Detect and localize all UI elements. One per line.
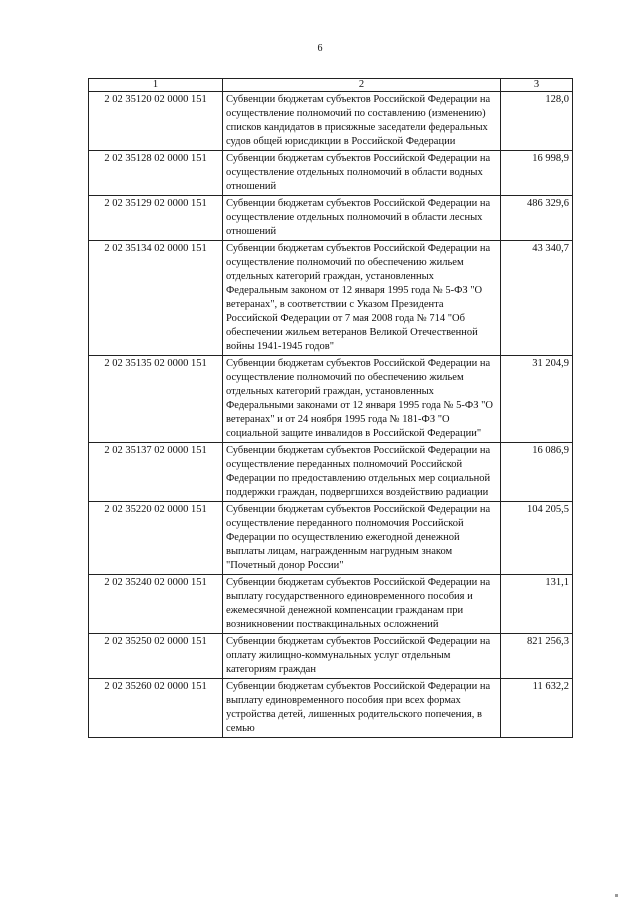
page-number: 6 xyxy=(317,43,323,54)
scan-dot-mark xyxy=(615,894,618,897)
budget-code-cell: 2 02 35135 02 0000 151 xyxy=(89,356,223,443)
amount-cell: 128,0 xyxy=(501,92,573,151)
budget-code-cell: 2 02 35220 02 0000 151 xyxy=(89,502,223,575)
amount-cell: 486 329,6 xyxy=(501,196,573,241)
table-row xyxy=(89,634,573,679)
description-cell: Субвенции бюджетам субъектов Российской Федерации на выплату единовременного пособия при всех формах устройства детей, лишенных родительского попечения, в семью xyxy=(223,679,501,738)
amount-cell: 16 998,9 xyxy=(501,151,573,196)
table-row xyxy=(89,196,573,241)
budget-code-cell: 2 02 35120 02 0000 151 xyxy=(89,92,223,151)
table-header-row xyxy=(89,79,573,92)
budget-code-cell: 2 02 35128 02 0000 151 xyxy=(89,151,223,196)
amount-cell: 43 340,7 xyxy=(501,241,573,356)
budget-code-cell: 2 02 35134 02 0000 151 xyxy=(89,241,223,356)
column-header-code: 1 xyxy=(89,79,223,92)
budget-code-cell: 2 02 35240 02 0000 151 xyxy=(89,575,223,634)
table-row xyxy=(89,151,573,196)
budget-code-cell: 2 02 35250 02 0000 151 xyxy=(89,634,223,679)
description-cell: Субвенции бюджетам субъектов Российской Федерации на осуществление отдельных полномочий в области водных отношений xyxy=(223,151,501,196)
description-cell: Субвенции бюджетам субъектов Российской Федерации на осуществление полномочий по составлению (изменению) списков кандидатов в присяжные заседатели федеральных судов общей юрисдикции в Российской Федерации xyxy=(223,92,501,151)
budget-code-cell: 2 02 35137 02 0000 151 xyxy=(89,443,223,502)
amount-cell: 16 086,9 xyxy=(501,443,573,502)
table-row xyxy=(89,92,573,151)
column-header-description: 2 xyxy=(223,79,501,92)
table-row xyxy=(89,443,573,502)
column-header-amount: 3 xyxy=(501,79,573,92)
description-cell: Субвенции бюджетам субъектов Российской Федерации на осуществление отдельных полномочий в области лесных отношений xyxy=(223,196,501,241)
description-cell: Субвенции бюджетам субъектов Российской Федерации на осуществление переданного полномочия Российской Федерации по осуществлению ежегодной денежной выплаты лицам, награжденным нагрудным знаком "Почетный донор России" xyxy=(223,502,501,575)
table-row xyxy=(89,679,573,738)
table-row xyxy=(89,356,573,443)
amount-cell: 131,1 xyxy=(501,575,573,634)
table-row xyxy=(89,575,573,634)
description-cell: Субвенции бюджетам субъектов Российской Федерации на осуществление полномочий по обеспечению жильем отдельных категорий граждан, установленных Федеральными законами от 12 января 1995 года № 5-ФЗ "О ветеранах" и от 24 ноября 1995 года № 181-ФЗ "О социальной защите инвалидов в Российской Федерации" xyxy=(223,356,501,443)
budget-code-cell: 2 02 35260 02 0000 151 xyxy=(89,679,223,738)
amount-cell: 31 204,9 xyxy=(501,356,573,443)
table-row xyxy=(89,241,573,356)
subventions-table xyxy=(88,78,573,738)
amount-cell: 11 632,2 xyxy=(501,679,573,738)
budget-code-cell: 2 02 35129 02 0000 151 xyxy=(89,196,223,241)
description-cell: Субвенции бюджетам субъектов Российской Федерации на осуществление полномочий по обеспечению жильем отдельных категорий граждан, установленных Федеральным законом от 12 января 1995 года № 5-ФЗ "О ветеранах", в соответствии с Указом Президента Российской Федерации от 7 мая 2008 года № 714 "Об обеспечении жильем ветеранов Великой Отечественной войны 1941-1945 годов" xyxy=(223,241,501,356)
amount-cell: 104 205,5 xyxy=(501,502,573,575)
description-cell: Субвенции бюджетам субъектов Российской Федерации на оплату жилищно-коммунальных услуг отдельным категориям граждан xyxy=(223,634,501,679)
amount-cell: 821 256,3 xyxy=(501,634,573,679)
description-cell: Субвенции бюджетам субъектов Российской Федерации на осуществление переданных полномочий Российской Федерации по предоставлению отдельных мер социальной поддержки граждан, подвергшихся воздействию радиации xyxy=(223,443,501,502)
table-row xyxy=(89,502,573,575)
description-cell: Субвенции бюджетам субъектов Российской Федерации на выплату государственного единовременного пособия и ежемесячной денежной компенсации гражданам при возникновении поствакцинальных осложнений xyxy=(223,575,501,634)
